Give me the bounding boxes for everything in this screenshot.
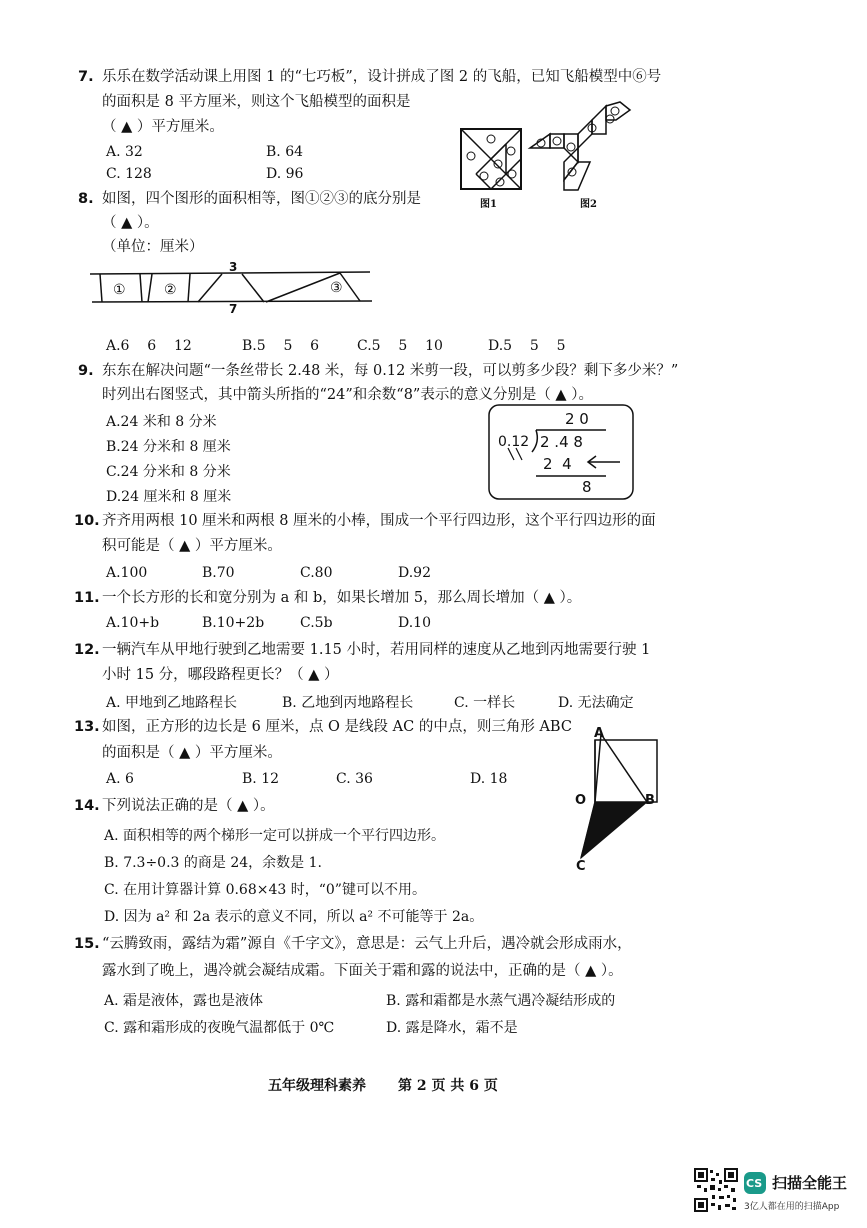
q13-point-a: A <box>594 726 605 741</box>
q15-number: 15. <box>74 936 100 952</box>
q15-line1: “云腾致雨，露结为霜”源自《千字文》，意思是：云气上升后，遇冷就会形成雨水， <box>102 936 632 952</box>
q15-line2: 露水到了晚上，遇冷就会凝结成霜。下面关于霜和露的说法中，正确的是（ ▲ ）。 <box>102 963 623 979</box>
q13-point-c: C <box>576 859 586 874</box>
q13-option-c: C. 36 <box>336 771 373 787</box>
q8-top-length: 3 <box>229 260 238 274</box>
q12-option-b: B. 乙地到丙地路程长 <box>282 695 414 711</box>
q10-option-c: C.80 <box>300 565 333 581</box>
q9-remainder: 8 <box>582 478 592 496</box>
q14-line1: 下列说法正确的是（ ▲ ）。 <box>102 798 275 814</box>
q8-option-b: B.5 5 6 <box>242 338 320 354</box>
q7-option-c: C. 128 <box>106 166 152 182</box>
q9-option-c: C.24 分米和 8 分米 <box>106 464 231 480</box>
q13-option-b: B. 12 <box>242 771 280 787</box>
q14-number: 14. <box>74 798 100 814</box>
q14-option-b: B. 7.3÷0.3 的商是 24，余数是 1. <box>104 855 322 871</box>
q9-divisor: 0.12 <box>498 434 530 450</box>
scanner-app-tagline: 3亿人都在用的扫描App <box>744 1202 840 1212</box>
q11-option-a: A.10+b <box>106 615 160 631</box>
q7-figure2-caption: 图2 <box>580 199 597 210</box>
q8-shape2-label: ② <box>164 282 177 298</box>
q10-line2: 积可能是（ ▲ ）平方厘米。 <box>102 538 282 554</box>
footer-page-number: 第 2 页 共 6 页 <box>398 1078 498 1094</box>
q13-number: 13. <box>74 719 100 735</box>
q9-line2: 时列出右图竖式，其中箭头所指的“24”和余数“8”表示的意义分别是（ ▲ ）。 <box>102 387 593 403</box>
q13-option-d: D. 18 <box>470 771 508 787</box>
qr-code-icon <box>694 1168 738 1212</box>
q15-option-b: B. 露和霜都是水蒸气遇冷凝结形成的 <box>386 993 616 1009</box>
q10-option-d: D.92 <box>398 565 431 581</box>
q13-point-o: O <box>575 793 587 808</box>
q8-shape1-label: ① <box>113 282 126 298</box>
q8-number: 8. <box>78 191 94 207</box>
q9-long-division-figure <box>488 404 634 500</box>
q12-number: 12. <box>74 642 100 658</box>
q9-line1: 东东在解决问题“一条丝带长 2.48 米，每 0.12 米剪一段，可以剪多少段？剩下多少米？” <box>102 363 679 379</box>
q9-option-b: B.24 分米和 8 厘米 <box>106 439 231 455</box>
q7-option-a: A. 32 <box>106 144 143 160</box>
q11-number: 11. <box>74 590 100 606</box>
q7-option-b: B. 64 <box>266 144 304 160</box>
q10-line1: 齐齐用两根 10 厘米和两根 8 厘米的小棒，围成一个平行四边形，这个平行四边形的面 <box>102 513 656 529</box>
q9-quotient: 2 0 <box>565 410 589 428</box>
q8-line3: （单位：厘米） <box>102 239 204 255</box>
q12-line2: 小时 15 分，哪段路程更长？（ ▲ ） <box>102 667 339 683</box>
q13-line2: 的面积是（ ▲ ）平方厘米。 <box>102 745 282 761</box>
q13-point-b: B <box>645 793 655 808</box>
q8-line2: （ ▲ ）。 <box>102 215 159 231</box>
q7-line1: 乐乐在数学活动课上用图 1 的“七巧板”，设计拼成了图 2 的飞船，已知飞船模型中⑥号 <box>102 69 662 85</box>
q14-option-a: A. 面积相等的两个梯形一定可以拼成一个平行四边形。 <box>104 828 446 844</box>
q8-option-d: D.5 5 5 <box>488 338 566 354</box>
q14-option-c: C. 在用计算器计算 0.68×43 时，“0”键可以不用。 <box>104 882 426 898</box>
scanner-app-name: 扫描全能王 <box>772 1174 848 1192</box>
q9-option-d: D.24 厘米和 8 厘米 <box>106 489 232 505</box>
q11-option-b: B.10+2b <box>202 615 265 631</box>
q7-figure1-caption: 图1 <box>480 199 497 210</box>
q10-number: 10. <box>74 513 100 529</box>
footer-subject: 五年级理科素养 <box>268 1078 366 1094</box>
scanner-app-badge-text: CS <box>746 1177 763 1190</box>
q7-option-d: D. 96 <box>266 166 304 182</box>
q11-option-c: C.5b <box>300 615 333 631</box>
q12-option-d: D. 无法确定 <box>558 695 634 711</box>
q15-option-c: C. 露和霜形成的夜晚气温都低于 0℃ <box>104 1020 335 1036</box>
q8-bottom-length: 7 <box>229 302 238 316</box>
q13-option-a: A. 6 <box>106 771 134 787</box>
q8-option-c: C.5 5 10 <box>357 338 443 354</box>
q7-line3: （ ▲ ）平方厘米。 <box>102 119 224 135</box>
q12-option-a: A. 甲地到乙地路程长 <box>106 695 238 711</box>
q7-number: 7. <box>78 69 94 85</box>
q9-dividend: 2 .4 8 <box>540 433 583 451</box>
q7-spaceship-figure <box>530 100 640 196</box>
q11-option-d: D.10 <box>398 615 431 631</box>
q15-option-d: D. 露是降水，霜不是 <box>386 1020 518 1036</box>
q7-line2: 的面积是 8 平方厘米，则这个飞船模型的面积是 <box>102 94 411 110</box>
q9-option-a: A.24 米和 8 分米 <box>106 414 217 430</box>
q11-line1: 一个长方形的长和宽分别为 a 和 b，如果长增加 5，那么周长增加（ ▲ ）。 <box>102 590 582 606</box>
q10-option-b: B.70 <box>202 565 235 581</box>
q14-option-d: D. 因为 a² 和 2a 表示的意义不同，所以 a² 不可能等于 2a。 <box>104 909 484 925</box>
q9-number: 9. <box>78 363 94 379</box>
q8-line1: 如图，四个图形的面积相等，图①②③的底分别是 <box>102 191 421 207</box>
q12-option-c: C. 一样长 <box>454 695 516 711</box>
q12-line1: 一辆汽车从甲地行驶到乙地需要 1.15 小时，若用同样的速度从乙地到丙地需要行驶 1 <box>102 642 651 658</box>
q10-option-a: A.100 <box>106 565 148 581</box>
q15-option-a: A. 霜是液体，露也是液体 <box>104 993 264 1009</box>
q8-shape3-label: ③ <box>330 280 343 296</box>
q8-option-a: A.6 6 12 <box>106 338 192 354</box>
q7-tangram-figure <box>460 128 522 190</box>
q13-line1: 如图，正方形的边长是 6 厘米，点 O 是线段 AC 的中点，则三角形 ABC <box>102 719 572 735</box>
q9-product: 2 4 <box>543 455 572 473</box>
